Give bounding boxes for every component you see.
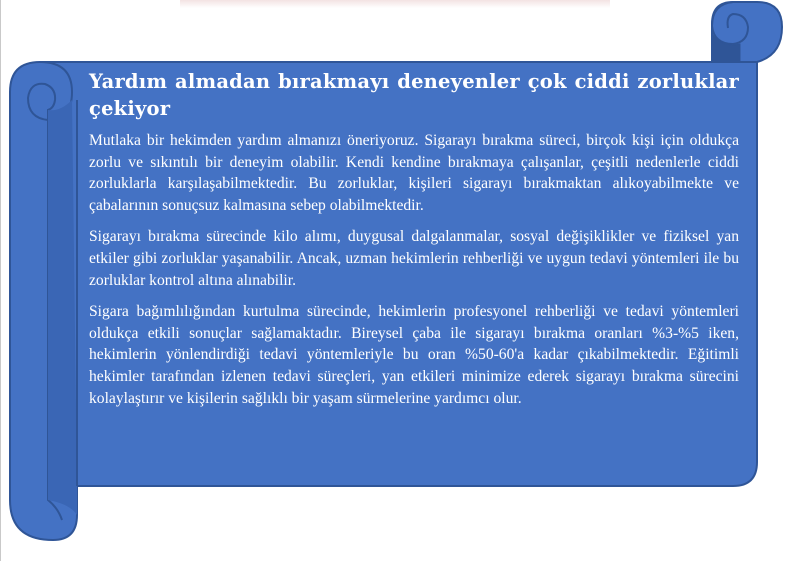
banner-content [89,68,739,419]
paragraph-2: Sigarayı bırakma sürecinde kilo alımı, duygusal dalgalanmalar, sosyal değişiklikler ve fiziksel yan etkiler gibi zorluklar yaşanabilir. Ancak, uzman hekimlerin rehberliği ve uygun tedavi yöntemleri ile bu zorluklar kontrol altına alınabilir. [89,228,739,289]
paragraph-3: Sigara bağımlılığından kurtulma sürecinde, hekimlerin profesyonel rehberliği ve tedavi yöntemleri oldukça etkili sonuçlar sağlamaktadır. Bireysel çaba ile sigarayı bırakma oranları %3-%5 iken, hekimlerin yönlendirdiği tedavi yöntemleriyle bu oran %50-60'a kadar çıkabilmektedir. Eğitimli hekimler tarafından izlenen tedavi süreçleri, yan etkileri minimize ederek sigarayı bırakma sürecini kolaylaştırır ve kişilerin sağlıklı bir yaşam sürmelerine yardımcı olur. [89,303,739,407]
banner-title: Yardım almadan bırakmayı deneyenler çok ciddi zorluklar çekiyor [89,70,739,120]
scroll-left-shade [48,100,77,515]
paragraph-1: Mutlaka bir hekimden yardım almanızı öneriyoruz. Sigarayı bırakma süreci, birçok kişi için oldukça zorlu ve sıkıntılı bir deneyim olabilir. Kendi kendine bırakmaya çalışanlar, çeşitli nedenlerle ciddi zorluklarla karşılaşabilmektedir. Bu zorluklar, kişileri sigarayı bırakmaktan alıkoyabilmekte ve çabalarının sonuçsuz kalmasına sebep olabilmektedir. [89,132,739,214]
